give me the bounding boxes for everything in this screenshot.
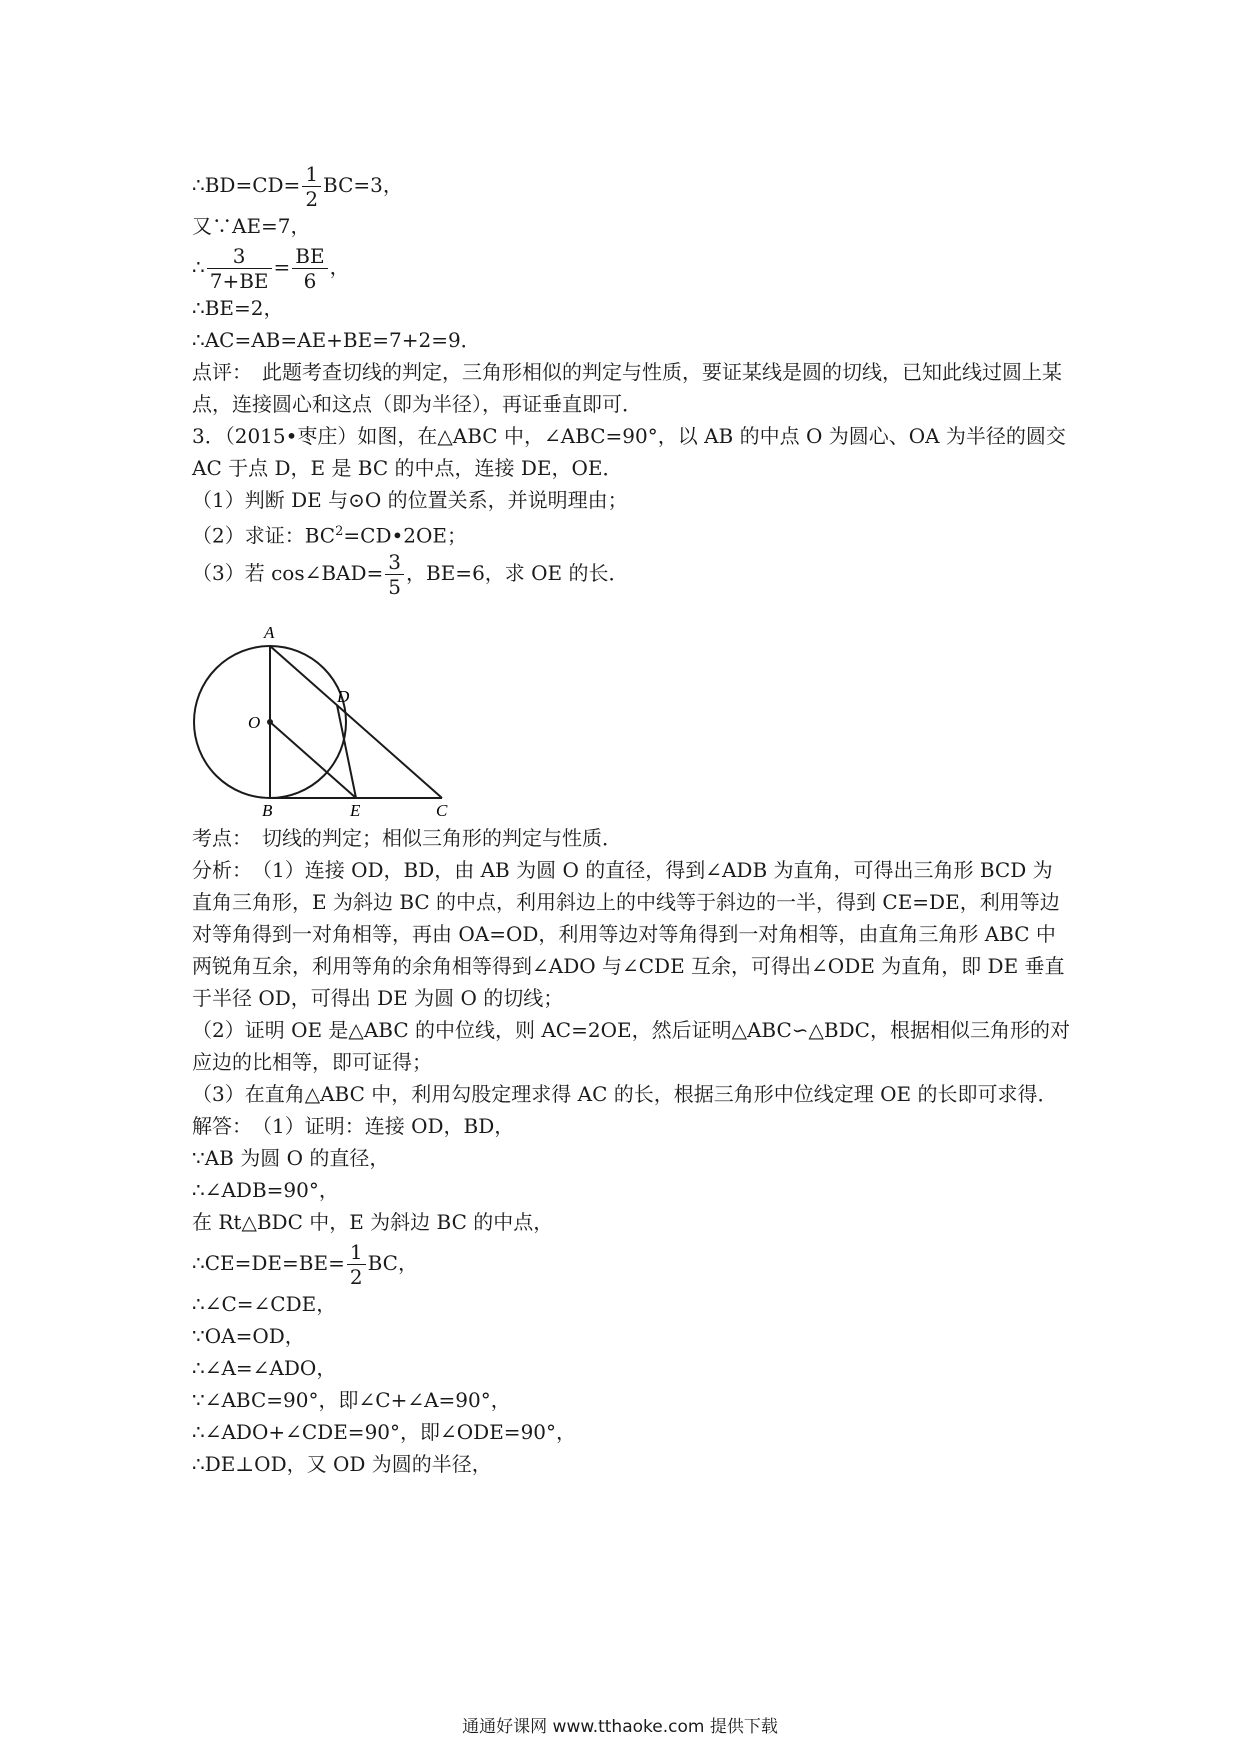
solution-line: ∴∠ADB=90°， <box>192 1178 339 1202</box>
label-e: E <box>350 801 361 818</box>
question-2: （2）求证：$BC^2=CD•2OE$； <box>192 523 468 548</box>
text-line: ∴BE=2， <box>192 296 284 320</box>
analysis-paragraph: （2）证明 OE 是△ABC 的中位线，则 AC=2OE，然后证明△ABC∽△BDC，根据相似三角形的对应边的比相等，即可证得； <box>192 1018 1070 1074</box>
solution-line: ∴∠A=∠ADO， <box>192 1356 337 1380</box>
fraction: $\frac{1}{2}$ <box>347 1242 366 1287</box>
label-d: D <box>337 687 350 706</box>
label-o: O <box>248 713 261 732</box>
fraction: $\frac{1}{2}$ <box>302 164 321 209</box>
geometry-figure <box>192 608 492 818</box>
comment-paragraph: 点评： 此题考查切线的判定，三角形相似的判定与性质，要证某线是圆的切线，已知此线过圆上某点，连接圆心和这点（即为半径），再证垂直即可． <box>192 360 1062 416</box>
solution-line: 解答： （1）证明：连接 OD，BD， <box>192 1114 515 1138</box>
text-line: ∴AC=AB=AE+BE=7+2=9． <box>192 328 481 352</box>
text-line: ∴ $\frac{3}{7+BE}$ = $\frac{BE}{6}$ ， <box>192 244 350 293</box>
fraction: $\frac{BE}{6}$ <box>292 246 327 291</box>
label-b: B <box>262 801 273 818</box>
point-o <box>267 719 273 725</box>
text-line: 又∵AE=7， <box>192 214 311 238</box>
solution-line: ∴∠C=∠CDE， <box>192 1292 337 1316</box>
solution-line: ∴∠ADO+∠CDE=90°，即∠ODE=90°， <box>192 1420 577 1444</box>
solution-line: ∵∠ABC=90°，即∠C+∠A=90°， <box>192 1388 511 1412</box>
solution-line: ∵OA=OD， <box>192 1324 305 1348</box>
fraction: $\frac{3}{7+BE}$ <box>207 246 272 291</box>
key-points: 考点： 切线的判定；相似三角形的判定与性质． <box>192 826 622 850</box>
text-line: ∴BD=CD= $\frac{1}{2}$ BC=3， <box>192 162 403 211</box>
label-a: A <box>264 623 275 642</box>
question-1: （1）判断 DE 与⊙O 的位置关系，并说明理由； <box>192 488 628 512</box>
solution-line: ∴DE⊥OD，又 OD 为圆的半径， <box>192 1452 492 1476</box>
problem-statement: 3．（2015•枣庄）如图，在△ABC 中，∠ABC=90°，以 AB 的中点 O 为圆心、OA 为半径的圆交 AC 于点 D，E 是 BC 的中点，连接 DE，OE． <box>192 424 1066 480</box>
solution-line: ∴CE=DE=BE= $\frac{1}{2}$ BC， <box>192 1240 418 1289</box>
solution-line: 在 Rt△BDC 中，E 为斜边 BC 的中点， <box>192 1210 554 1234</box>
fraction: $\frac{3}{5}$ <box>385 552 404 597</box>
analysis-paragraph: 分析： （1）连接 OD，BD，由 AB 为圆 O 的直径，得到∠ADB 为直角，可得出三角形 BCD 为直角三角形，E 为斜边 BC 的中点，利用斜边上的中线等于斜边的一半，得到 CE=DE，利用等边对等角得到一对角相等，再由 OA=OD，利用等边对等角得到一对角相等，由直角三角形 ABC 中两锐角互余，利用等角的余角相等得到∠ADO 与∠CDE 互余，可得出∠ODE 为直角，即 DE 垂直于半径 OD，可得出 DE 为圆 O 的切线； <box>192 858 1065 1010</box>
solution-line: ∵AB 为圆 O 的直径， <box>192 1146 390 1170</box>
page-footer: 通通好课网 www.tthaoke.com 提供下载 <box>462 1717 778 1737</box>
label-c: C <box>436 801 448 818</box>
segment-ac <box>270 646 442 798</box>
question-3: （3）若 cos∠BAD= $\frac{3}{5}$ ，BE=6，求 OE 的长． <box>192 550 629 599</box>
document-body <box>192 160 1072 1480</box>
analysis-paragraph: （3）在直角△ABC 中，利用勾股定理求得 AC 的长，根据三角形中位线定理 OE 的长即可求得． <box>192 1082 1058 1106</box>
